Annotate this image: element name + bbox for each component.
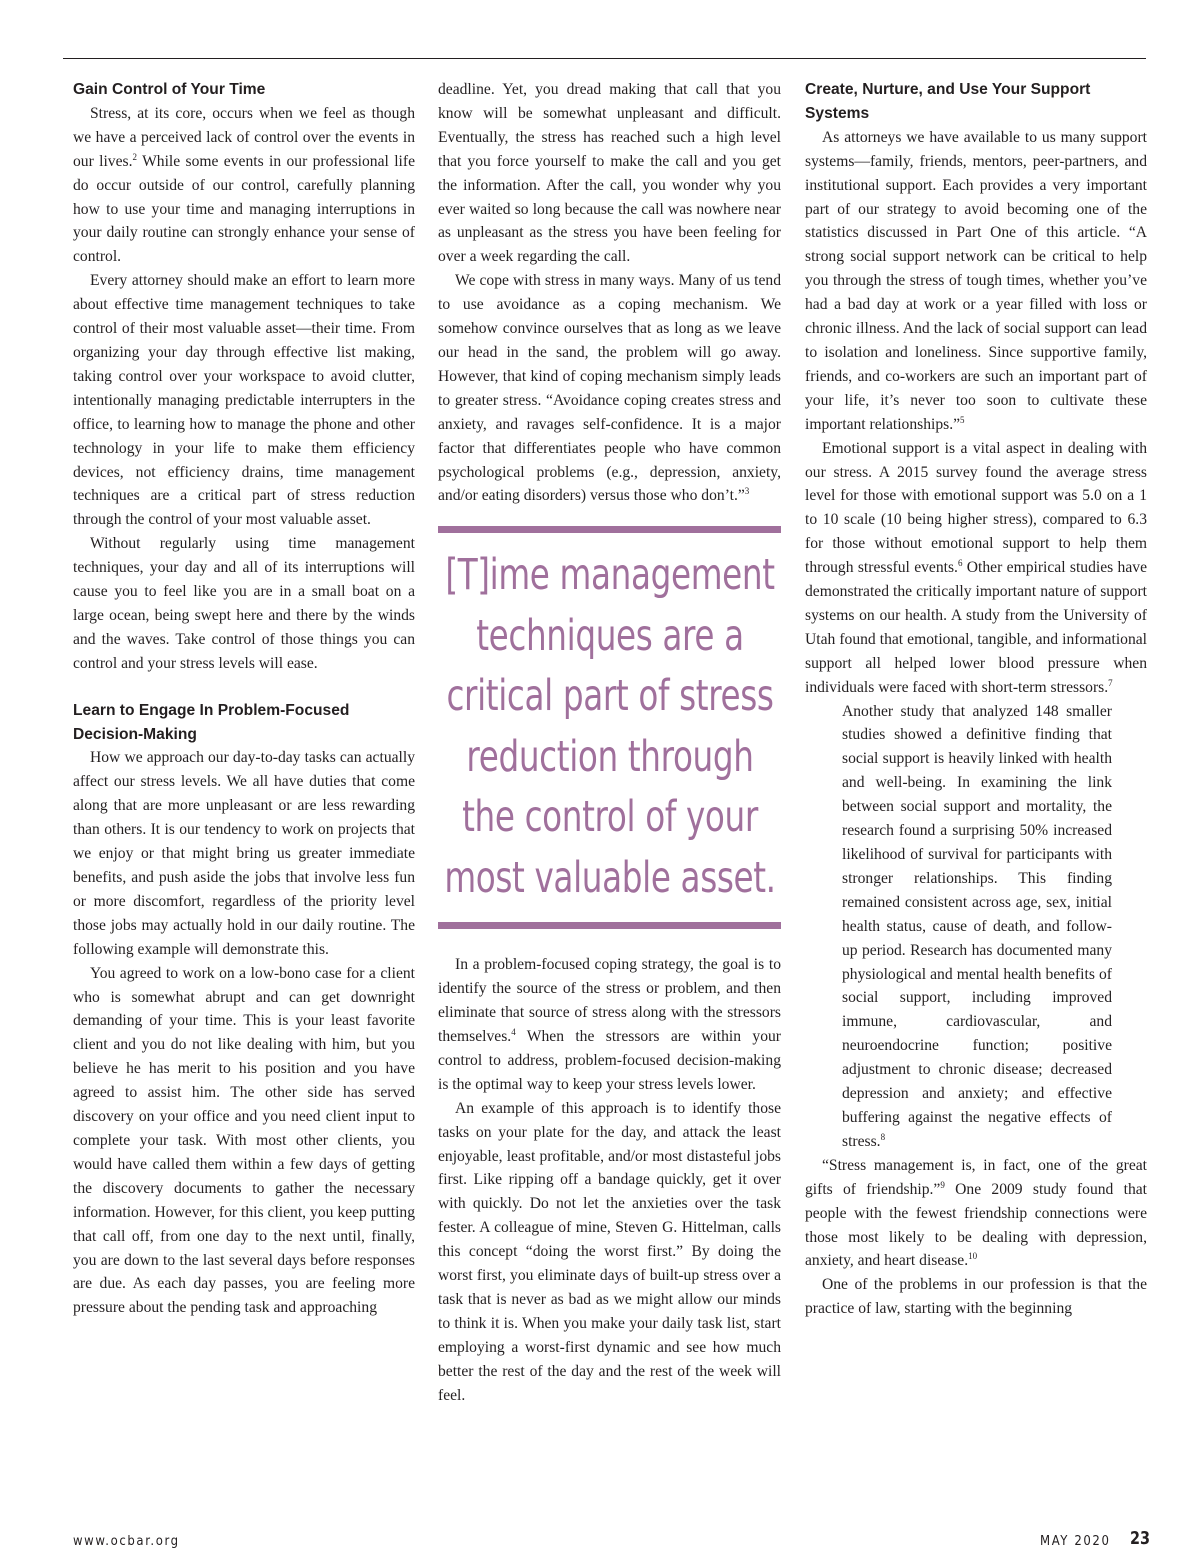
- heading-gain-control: Gain Control of Your Time: [73, 81, 266, 98]
- text: In a problem-focused coping strategy, the goal is to identify the source of the stress or problem, and then eliminate that source of stress along with the stressors themselves.: [438, 956, 781, 1046]
- column-2: [438, 78, 781, 1408]
- pull-quote-rule-top: [438, 526, 781, 533]
- paragraph: [438, 269, 781, 508]
- column-1: [73, 78, 415, 1320]
- page-number: 23: [1130, 1528, 1151, 1549]
- text: Other empirical studies have demonstrated the critically important nature of support systems on our health. A study from the University of Utah found that emotional, tangible, and informational support all helped lower blood pressure when individuals were faced with short-term stressors.: [805, 559, 1147, 696]
- top-rule: [63, 58, 1146, 59]
- text: While some events in our professional life do occur outside of our control, carefully planning how to use your time and managing interruptions in your daily routine can strongly enhance your sense of control.: [73, 152, 415, 266]
- footnote-ref: 4: [511, 1027, 516, 1038]
- paragraph: Without regularly using time management techniques, your day and all of its interruptions will cause you to feel like you are in a small boat on a large ocean, being swept here and there by the winds and the waves. Take control of those things you can control and your stress levels will ease.: [73, 535, 415, 672]
- pull-quote-rule-bottom: [438, 922, 781, 929]
- paragraph: An example of this approach is to identify those tasks on your plate for the day, and attack the least enjoyable, least profitable, and/or most distasteful jobs first. Like ripping off a bandage quickly, get it over with quickly. Do not let the anxieties over the task fester. A colleague of mine, Steven G. Hittelman, calls this concept “doing the worst first.” By doing the worst first, you eliminate days of built-up stress over a task that is never as bad as we might allow our minds to think it is. When you make your daily task list, start employing a worst-first dynamic and see how much better the rest of the day and the rest of the week will feel.: [438, 1099, 781, 1404]
- column-3: [805, 78, 1147, 1321]
- footnote-ref: 5: [960, 414, 965, 425]
- heading-support-systems: Create, Nurture, and Use Your Support Systems: [805, 81, 1091, 122]
- footnote-ref: 3: [744, 486, 750, 497]
- paragraph: You agreed to work on a low-bono case for a client who is somewhat abrupt and can get downright demanding of your time. This is your least favorite client and you do not like dealing with him, but you believe he has merit to his position and you have agreed to assist him. The other side has served discovery on your office and you need client input to complete your task. With most other clients, you would have called them within a few days of getting the discovery documents to gather the necessary information. However, for this client, you keep putting that call off, from one day to the next until, finally, you are down to the last several days before responses are due. As each day passes, you are feeling more pressure about the pending task and approaching: [73, 964, 415, 1317]
- text: “Stress management is, in fact, one of the great gifts of friendship.”: [805, 1156, 1147, 1198]
- paragraph: [73, 102, 415, 269]
- paragraph: Every attorney should make an effort to learn more about effective time management techniques to take control of their most valuable asset—their time. From organizing your day through effective list making, taking control over your workspace to avoid clutter, intentionally managing predictable interrupters in the office, to learning how to manage the phone and other technology in your life to make them efficiency devices, not efficiency drains, time management techniques are a critical part of stress reduction through the control of your most valuable asset.: [73, 272, 415, 529]
- text: Stress, at its core, occurs when we feel as though we have a perceived lack of control over the events in our lives.: [73, 104, 415, 170]
- footnote-ref: 10: [968, 1251, 978, 1262]
- text: One 2009 study found that people with the fewest friendship connections were those most likely to be dealing with depression, anxiety, and heart disease.: [805, 1180, 1147, 1270]
- footer-issue: MAY 2020: [1040, 1534, 1111, 1549]
- text: Emotional support is a vital aspect in dealing with our stress. A 2015 survey found the average stress level for those with emotional support was 5.0 on a 1 to 10 scale (10 being higher stress), compared to 6.3 for those without emotional support to help them through stressful events.: [805, 439, 1147, 577]
- footnote-ref: 9: [940, 1179, 945, 1190]
- paragraph: One of the problems in our profession is that the practice of law, starting with the beginning: [805, 1276, 1147, 1318]
- footnote-ref: 7: [1108, 677, 1113, 688]
- paragraph: [805, 1154, 1147, 1274]
- pull-quote: [438, 526, 781, 929]
- paragraph: [805, 126, 1147, 437]
- paragraph: [805, 437, 1147, 700]
- footnote-ref: 8: [880, 1131, 886, 1142]
- text: Another study that analyzed 148 smaller studies showed a definitive finding that social support is heavily linked with health and well-being. In examining the link between social support and mortality, the research found a surprising 50% increased likelihood of survival for participants with stronger relationships. This finding remained consistent across age, sex, initial health status, cause of death, and follow-up period. Research has documented many physiological and mental health benefits of social support, including improved immune, cardiovascular, and neuroendocrine function; positive adjustment to chronic disease; decreased depression and anxiety; and effective buffering against the negative effects of stress.: [842, 702, 1112, 1150]
- text: When the stressors are within your control to address, problem-focused decision-making is the optimal way to keep your stress levels lower.: [438, 1028, 781, 1093]
- heading-problem-focused: Learn to Engage In Problem-Focused Decision-Making: [73, 701, 350, 743]
- indented-block: [842, 700, 1112, 1154]
- paragraph: How we approach our day-to-day tasks can actually affect our stress levels. We all have duties that come along that are more unpleasant or are less rewarding than others. It is our tendency to work on projects that we enjoy or that might bring us greater immediate benefits, and push aside the jobs that involve less fun or more discomfort, regardless of the priority level those jobs may actually hold in our daily routine. The following example will demonstrate this.: [73, 749, 415, 958]
- paragraph: [842, 700, 1112, 1154]
- footnote-ref: 2: [132, 151, 137, 162]
- paragraph: deadline. Yet, you dread making that call that you know will be somewhat unpleasant and difficult. Eventually, the stress has reached such a high level that you force yourself to make the call and you get the information. After the call, you wonder why you ever waited so long because the call was nowhere near as unpleasant as the stress you have been feeling for over a week regarding the call.: [438, 81, 781, 266]
- text: We cope with stress in many ways. Many of us tend to use avoidance as a coping mechanism. We somehow convince ourselves that as long as we leave our head in the sand, the problem will go away. However, that kind of coping mechanism simply leads to greater stress. “Avoidance coping creates stress and anxiety, and ravages self-confidence. It is a major factor that differentiates people who have common psychological problems (e.g., depression, anxiety, and/or eating disorders) versus those who don’t.”: [438, 272, 781, 505]
- pull-quote-text: [T]ime management techniques are a critical part of stress reduction through the control of your most valuable asset.: [443, 550, 776, 903]
- footer-url[interactable]: www.ocbar.org: [73, 1534, 180, 1549]
- text: As attorneys we have available to us many support systems—family, friends, mentors, peer-partners, and institutional support. Each provides a very important part of our strategy to avoid becoming one of the statistics discussed in Part One of this article. “A strong social support network can be critical to help you through the stress of tough times, whether you’ve had a bad day at work or a year filled with loss or chronic illness. And the lack of social support can lead to isolation and loneliness. Since supportive family, friends, and co-workers are such an important part of your life, it’s never too soon to cultivate these important relationships.”: [805, 128, 1147, 433]
- footnote-ref: 6: [957, 558, 963, 569]
- paragraph: [438, 953, 781, 1096]
